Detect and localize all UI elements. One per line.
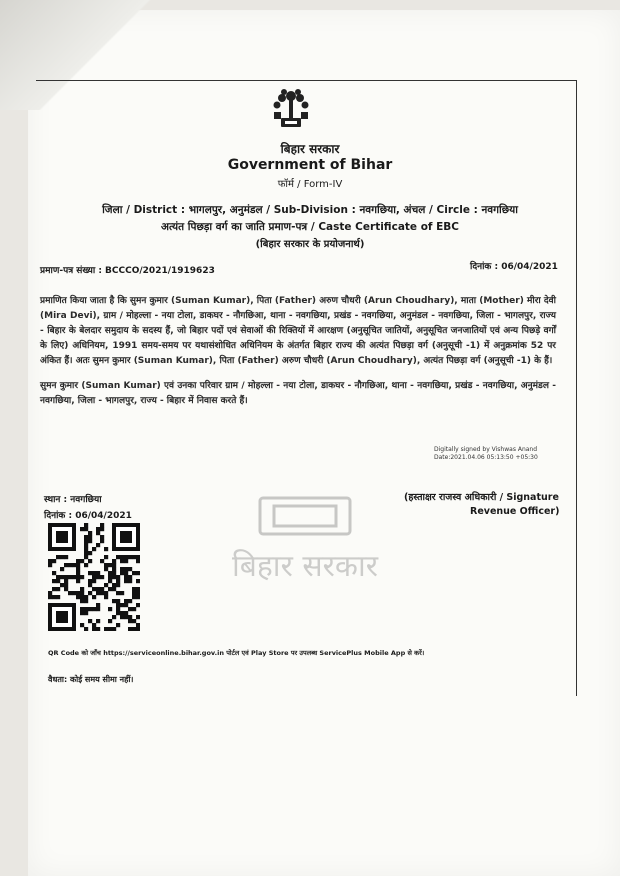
govt-name-hindi: बिहार सरकार — [280, 142, 340, 156]
digital-signature-signer: Digitally signed by Vishwas Anand — [434, 446, 538, 453]
govt-name-english: Government of Bihar — [227, 157, 393, 173]
issue-place: स्थान : नवगछिया — [44, 495, 102, 505]
signature-designation: Revenue Officer) — [470, 506, 560, 517]
issue-date: दिनांक : 06/04/2021 — [470, 262, 558, 272]
certificate-title: अत्यंत पिछड़ा वर्ग का जाति प्रमाण-पत्र / Caste Certificate of EBC — [160, 221, 460, 233]
location-line: जिला / District : भागलपुर, अनुमंडल / Sub-Division : नवगछिया, अंचल / Circle : नवगछिया — [102, 204, 518, 216]
stamp-text: बिहार सरकार — [231, 549, 379, 584]
validity-note: वैधता: कोई समय सीमा नहीं। — [48, 675, 134, 684]
footer-date: दिनांक : 06/04/2021 — [44, 511, 132, 521]
digital-signature-date: Date:2021.04.06 05:13:50 +05:30 — [434, 454, 538, 461]
qr-code[interactable] — [48, 523, 140, 631]
qr-verification-note: QR Code को जाँच https://serviceonline.bihar.gov.in पोर्टल एवं Play Store पर उपलब्ध ServicePlus Mobile App से करें। — [48, 649, 425, 657]
bihar-emblem-icon — [268, 86, 314, 130]
digital-signature — [434, 446, 538, 462]
government-stamp-watermark — [190, 430, 420, 590]
form-number: फॉर्म / Form-IV — [277, 179, 343, 190]
certificate-number: प्रमाण-पत्र संख्या : BCCCO/2021/1919623 — [40, 266, 215, 276]
certification-paragraph: प्रमाणित किया जाता है कि सुमन कुमार (Suman Kumar), पिता (Father) अरुण चौधरी (Arun Choudhary), माता (Mother) मीरा देवी (Mira Devi), ग्राम / मोहल्ला - नया टोला, डाकघर - नौगछिआ, थाना - नवगछिया, प्रखंड - नवगछिया, अनुमंडल - नवगछिया, जिला - भागलपुर, राज्य - बिहार के बेलदार समुदाय के सदस्य हैं, जो बिहार पदों एवं सेवाओं की रिक्तियों में आरक्षण (अनुसूचित जातियों, अनुसूचित जनजातियों एवं अन्य पिछड़े वर्गों के लिए) अधिनियम, 1991 समय-समय पर यथासंशोधित अधिनियम के अंतर्गत बिहार राज्य की अत्यंत पिछड़ा वर्ग (अनुसूची -1) में अनुक्रमांक 52 पर अंकित हैं। अतः सुमन कुमार (Suman Kumar), पिता (Father) अरुण चौधरी (Arun Choudhary), अत्यंत पिछड़ा वर्ग (अनुसूची -1) के हैं। — [40, 296, 556, 366]
signature-label: (हस्ताक्षर राजस्व अधिकारी / Signature — [404, 492, 559, 503]
residence-paragraph: सुमन कुमार (Suman Kumar) एवं उनका परिवार ग्राम / मोहल्ला - नया टोला, डाकघर - नौगछिआ, थाना - नवगछिया, प्रखंड - नवगछिया, अनुमंडल - नवगछिया, जिला - भागलपुर, राज्य - बिहार में निवास करते हैं। — [40, 381, 556, 406]
certificate-purpose: (बिहार सरकार के प्रयोजनार्थ) — [255, 239, 365, 250]
